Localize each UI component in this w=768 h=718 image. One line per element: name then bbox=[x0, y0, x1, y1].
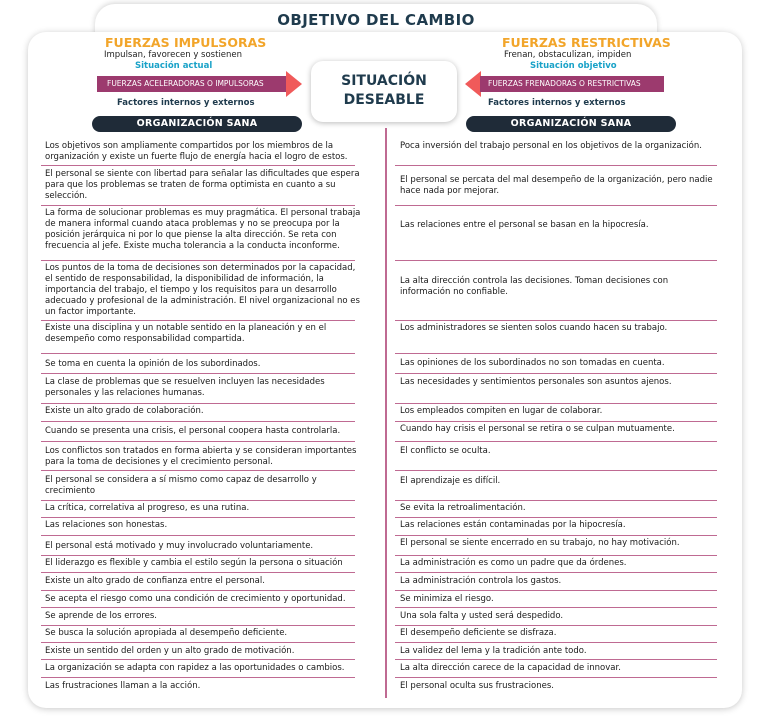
driving-force-cell: Existe un alto grado de confianza entre el personal. bbox=[45, 576, 265, 586]
driving-force-cell: Se busca la solución apropiada al desempeño deficiente. bbox=[45, 628, 288, 638]
row-separator bbox=[41, 625, 355, 626]
restrictive-force-cell: La administración controla los gastos. bbox=[400, 576, 562, 586]
row-separator bbox=[395, 500, 717, 501]
page-title: OBJETIVO DEL CAMBIO bbox=[277, 11, 475, 29]
restrictive-force-cell: El personal se siente encerrado en su trabajo, no hay motivación. bbox=[400, 538, 680, 548]
restrictive-force-cell: La administración es como un padre que da órdenes. bbox=[400, 558, 627, 568]
driving-force-cell: La crítica, correlativa al progreso, es una rutina. bbox=[45, 503, 250, 513]
restrictive-force-cell: Una sola falta y usted será despedido. bbox=[400, 611, 564, 621]
restrictive-force-cell: El desempeño deficiente se disfraza. bbox=[400, 628, 557, 638]
row-separator bbox=[41, 205, 355, 206]
row-separator bbox=[41, 500, 355, 501]
left-factors-label: Factores internos y externos bbox=[117, 98, 255, 108]
row-separator bbox=[395, 320, 717, 321]
driving-forces-title: FUERZAS IMPULSORAS bbox=[105, 35, 267, 50]
restrictive-forces-band: FUERZAS FRENADORAS O RESTRICTIVAS bbox=[480, 76, 664, 92]
row-separator bbox=[41, 535, 355, 536]
driving-force-cell: Existe una disciplina y un notable sentido en la planeación y en el desempeño como responsabilidad compartida. bbox=[45, 323, 327, 344]
arrow-left-icon bbox=[465, 71, 481, 97]
restrictive-forces-subtitle: Frenan, obstaculizan, impiden bbox=[504, 50, 632, 60]
driving-force-cell: El personal se siente con libertad para señalar las dificultades que espera para que los problemas se traten de forma optimista en cuanto a su selección. bbox=[45, 169, 360, 201]
row-separator bbox=[41, 260, 355, 261]
driving-force-cell: Se toma en cuenta la opinión de los subordinados. bbox=[45, 359, 261, 369]
row-separator bbox=[41, 165, 355, 166]
desired-situation-line1: SITUACIÓN bbox=[341, 73, 427, 89]
row-separator bbox=[41, 607, 355, 608]
accelerating-forces-band: FUERZAS ACELERADORAS O IMPULSORAS bbox=[97, 76, 287, 92]
driving-force-cell: El liderazgo es flexible y cambia el estilo según la persona o situación bbox=[45, 558, 343, 568]
driving-force-cell: La clase de problemas que se resuelven incluyen las necesidades personales y las relaciones humanas. bbox=[45, 377, 325, 398]
driving-force-cell: La organización se adapta con rapidez a las oportunidades o cambios. bbox=[45, 663, 345, 673]
driving-force-cell: Los conflictos son tratados en forma abierta y se consideran importantes para la toma de decisiones y el crecimiento personal. bbox=[45, 446, 357, 467]
row-separator bbox=[395, 555, 717, 556]
row-separator bbox=[41, 590, 355, 591]
row-separator bbox=[395, 607, 717, 608]
row-separator bbox=[395, 572, 717, 573]
driving-force-cell: Se acepta el riesgo como una condición de crecimiento y oportunidad. bbox=[45, 594, 346, 604]
row-separator bbox=[41, 677, 355, 678]
driving-force-cell: Cuando se presenta una crisis, el personal coopera hasta controlarla. bbox=[45, 426, 341, 436]
row-separator bbox=[41, 353, 355, 354]
row-separator bbox=[395, 642, 717, 643]
restrictive-force-cell: Se evita la retroalimentación. bbox=[400, 503, 526, 513]
driving-force-cell: La forma de solucionar problemas es muy pragmática. El personal trabaja de manera informal cuando ataca problemas y no se preocupa por la posición jerárquica ni por lo que piense la alta dirección. Se reta con frecuencia al jefe. Existe mucha tolerancia a la conducta inconforme. bbox=[45, 208, 361, 251]
row-separator bbox=[41, 403, 355, 404]
restrictive-force-cell: El conflicto se oculta. bbox=[400, 446, 491, 456]
driving-force-cell: El personal se considera a sí mismo como capaz de desarrollo y crecimiento bbox=[45, 475, 317, 496]
row-separator bbox=[41, 441, 355, 442]
row-separator bbox=[41, 642, 355, 643]
row-separator bbox=[395, 535, 717, 536]
driving-force-cell: Existe un alto grado de colaboración. bbox=[45, 406, 204, 416]
row-separator bbox=[41, 517, 355, 518]
restrictive-force-cell: Poca inversión del trabajo personal en los objetivos de la organización. bbox=[400, 141, 702, 151]
driving-forces-subtitle: Impulsan, favorecen y sostienen bbox=[104, 50, 243, 60]
driving-force-cell: Se aprende de los errores. bbox=[45, 611, 157, 621]
row-separator bbox=[395, 421, 717, 422]
restrictive-force-cell: La validez del lema y la tradición ante todo. bbox=[400, 646, 587, 656]
driving-force-cell: Las relaciones son honestas. bbox=[45, 520, 168, 530]
restrictive-force-cell: Las relaciones entre el personal se basan en la hipocresía. bbox=[400, 220, 649, 230]
driving-force-cell: Existe un sentido del orden y un alto grado de motivación. bbox=[45, 646, 295, 656]
restrictive-force-cell: El personal oculta sus frustraciones. bbox=[400, 681, 554, 691]
target-situation-label: Situación objetivo bbox=[530, 61, 617, 71]
row-separator bbox=[395, 165, 717, 166]
restrictive-force-cell: Cuando hay crisis el personal se retira o se culpan mutuamente. bbox=[400, 424, 675, 434]
row-separator bbox=[41, 659, 355, 660]
row-separator bbox=[395, 517, 717, 518]
column-divider bbox=[385, 128, 387, 698]
restrictive-force-cell: Se minimiza el riesgo. bbox=[400, 594, 494, 604]
row-separator bbox=[395, 205, 717, 206]
row-separator bbox=[41, 421, 355, 422]
row-separator bbox=[395, 625, 717, 626]
row-separator bbox=[395, 260, 717, 261]
row-separator bbox=[41, 470, 355, 471]
row-separator bbox=[395, 590, 717, 591]
row-separator bbox=[395, 470, 717, 471]
restrictive-forces-title: FUERZAS RESTRICTIVAS bbox=[502, 35, 671, 50]
row-separator bbox=[395, 373, 717, 374]
row-separator bbox=[41, 373, 355, 374]
left-healthy-org-pill: ORGANIZACIÓN SANA bbox=[92, 116, 302, 132]
row-separator bbox=[395, 441, 717, 442]
right-healthy-org-pill: ORGANIZACIÓN SANA bbox=[466, 116, 676, 132]
row-separator bbox=[41, 320, 355, 321]
driving-force-cell: Los objetivos son ampliamente compartidos por los miembros de la organización y existe un fuerte flujo de energía hacia el logro de estos. bbox=[45, 141, 348, 162]
row-separator bbox=[41, 555, 355, 556]
driving-force-cell: Los puntos de la toma de decisiones son determinados por la capacidad, el sentido de responsabilidad, la disponibilidad de información, la importancia del trabajo, el tiempo y los requisitos para un desarrollo adecuado y profesional de la administración. El nivel organizacional no es un factor importante. bbox=[45, 263, 360, 317]
arrow-right-icon bbox=[286, 71, 302, 97]
current-situation-label: Situación actual bbox=[135, 61, 213, 71]
restrictive-force-cell: La alta dirección carece de la capacidad de innovar. bbox=[400, 663, 621, 673]
restrictive-force-cell: La alta dirección controla las decisiones. Toman decisiones con información no confiable. bbox=[400, 276, 669, 297]
row-separator bbox=[41, 572, 355, 573]
restrictive-force-cell: Las relaciones están contaminadas por la hipocresía. bbox=[400, 520, 626, 530]
row-separator bbox=[395, 403, 717, 404]
right-factors-label: Factores internos y externos bbox=[488, 98, 626, 108]
restrictive-force-cell: El personal se percata del mal desempeño de la organización, pero nadie hace nada por mejorar. bbox=[400, 175, 713, 196]
row-separator bbox=[395, 677, 717, 678]
restrictive-force-cell: Las opiniones de los subordinados no son tomadas en cuenta. bbox=[400, 358, 665, 368]
restrictive-force-cell: El aprendizaje es difícil. bbox=[400, 476, 501, 486]
desired-situation-box bbox=[311, 61, 457, 122]
restrictive-force-cell: Los empleados compiten en lugar de colaborar. bbox=[400, 406, 603, 416]
restrictive-force-cell: Las necesidades y sentimientos personales son asuntos ajenos. bbox=[400, 377, 672, 387]
restrictive-force-cell: Los administradores se sienten solos cuando hacen su trabajo. bbox=[400, 323, 668, 333]
row-separator bbox=[395, 659, 717, 660]
driving-force-cell: El personal está motivado y muy involucrado voluntariamente. bbox=[45, 541, 314, 551]
driving-force-cell: Las frustraciones llaman a la acción. bbox=[45, 681, 201, 691]
row-separator bbox=[395, 353, 717, 354]
desired-situation-line2: DESEABLE bbox=[343, 92, 425, 108]
